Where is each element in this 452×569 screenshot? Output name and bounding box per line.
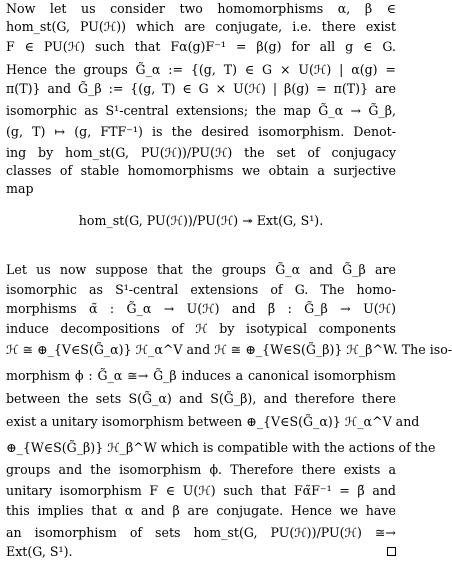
display-equation: hom_st(G, PU(ℋ))/PU(ℋ) ↠ Ext(G, S¹). [78, 213, 324, 228]
paragraph-1-line-9: classes of stable homomorphisms we obtain a surjective [6, 163, 396, 178]
paragraph-2-line-1: Let us now suppose that the groups G̃_α and G̃_β are [6, 262, 396, 277]
paragraph-2-line-6: morphism ϕ : G̃_α ≅→ G̃_β induces a canonical isomorphism [6, 368, 396, 383]
paragraph-2-line-12: this implies that α and β are conjugate. Hence we have [6, 503, 396, 518]
paragraph-2-line-14: Ext(G, S¹). [6, 544, 73, 559]
qed-square-icon [387, 547, 396, 556]
paragraph-1-line-8: ing by hom_st(G, PU(ℋ))/PU(ℋ) the set of conjugacy [6, 145, 396, 160]
paragraph-2-line-3: morphisms α̃ : G̃_α → U(ℋ) and β̃ : G̃_β → U(ℋ) [6, 301, 396, 316]
paragraph-2-line-5: ℋ ≅ ⊕_{V∈S(G̃_α)} ℋ_α^V and ℋ ≅ ⊕_{W∈S(G̃_β)} ℋ_β^W. The iso- [6, 342, 452, 357]
paragraph-2-line-10: groups and the isomorphism ϕ. Therefore there exists a [6, 462, 396, 477]
paragraph-1-line-6: isomorphic as S¹-central extensions; the map G̃_α → G̃_β, [6, 103, 396, 118]
paragraph-2-line-11: unitary isomorphism F ∈ U(ℋ) such that Fα̃F⁻¹ = β̃ and [6, 483, 396, 498]
paragraph-2-line-13: an isomorphism of sets hom_st(G, PU(ℋ))/PU(ℋ) ≅→ [6, 525, 396, 540]
paragraph-1-line-10: map [6, 181, 34, 196]
paragraph-2-line-4: induce decompositions of ℋ by isotypical components [6, 321, 396, 336]
paragraph-1-line-3: F ∈ PU(ℋ) such that Fα(g)F⁻¹ = β(g) for all g ∈ G. [6, 39, 396, 54]
paragraph-1-line-7: (g, T) ↦ (g, FTF⁻¹) is the desired isomorphism. Denot- [6, 124, 396, 139]
paragraph-1-line-5: π(T)} and G̃_β := {(g, T) ∈ G × U(ℋ) | β(g) = π(T)} are [6, 81, 396, 96]
paragraph-2-line-8: exist a unitary isomorphism between ⊕_{V∈S(G̃_α)} ℋ_α^V and [6, 414, 420, 429]
paragraph-1-line-1: Now let us consider two homomorphisms α, β ∈ [6, 1, 396, 16]
paragraph-1-line-2: hom_st(G, PU(ℋ)) which are conjugate, i.e. there exist [6, 19, 396, 34]
paragraph-1-line-4: Hence the groups G̃_α := {(g, T) ∈ G × U(ℋ) | α(g) = [6, 62, 396, 77]
paragraph-2-line-2: isomorphic as S¹-central extensions of G. The homo- [6, 282, 396, 297]
paragraph-2-line-7: between the sets S(G̃_α) and S(G̃_β), and therefore there [6, 391, 396, 406]
paragraph-2-line-9: ⊕_{W∈S(G̃_β)} ℋ_β^W which is compatible with the actions of the [6, 440, 436, 455]
